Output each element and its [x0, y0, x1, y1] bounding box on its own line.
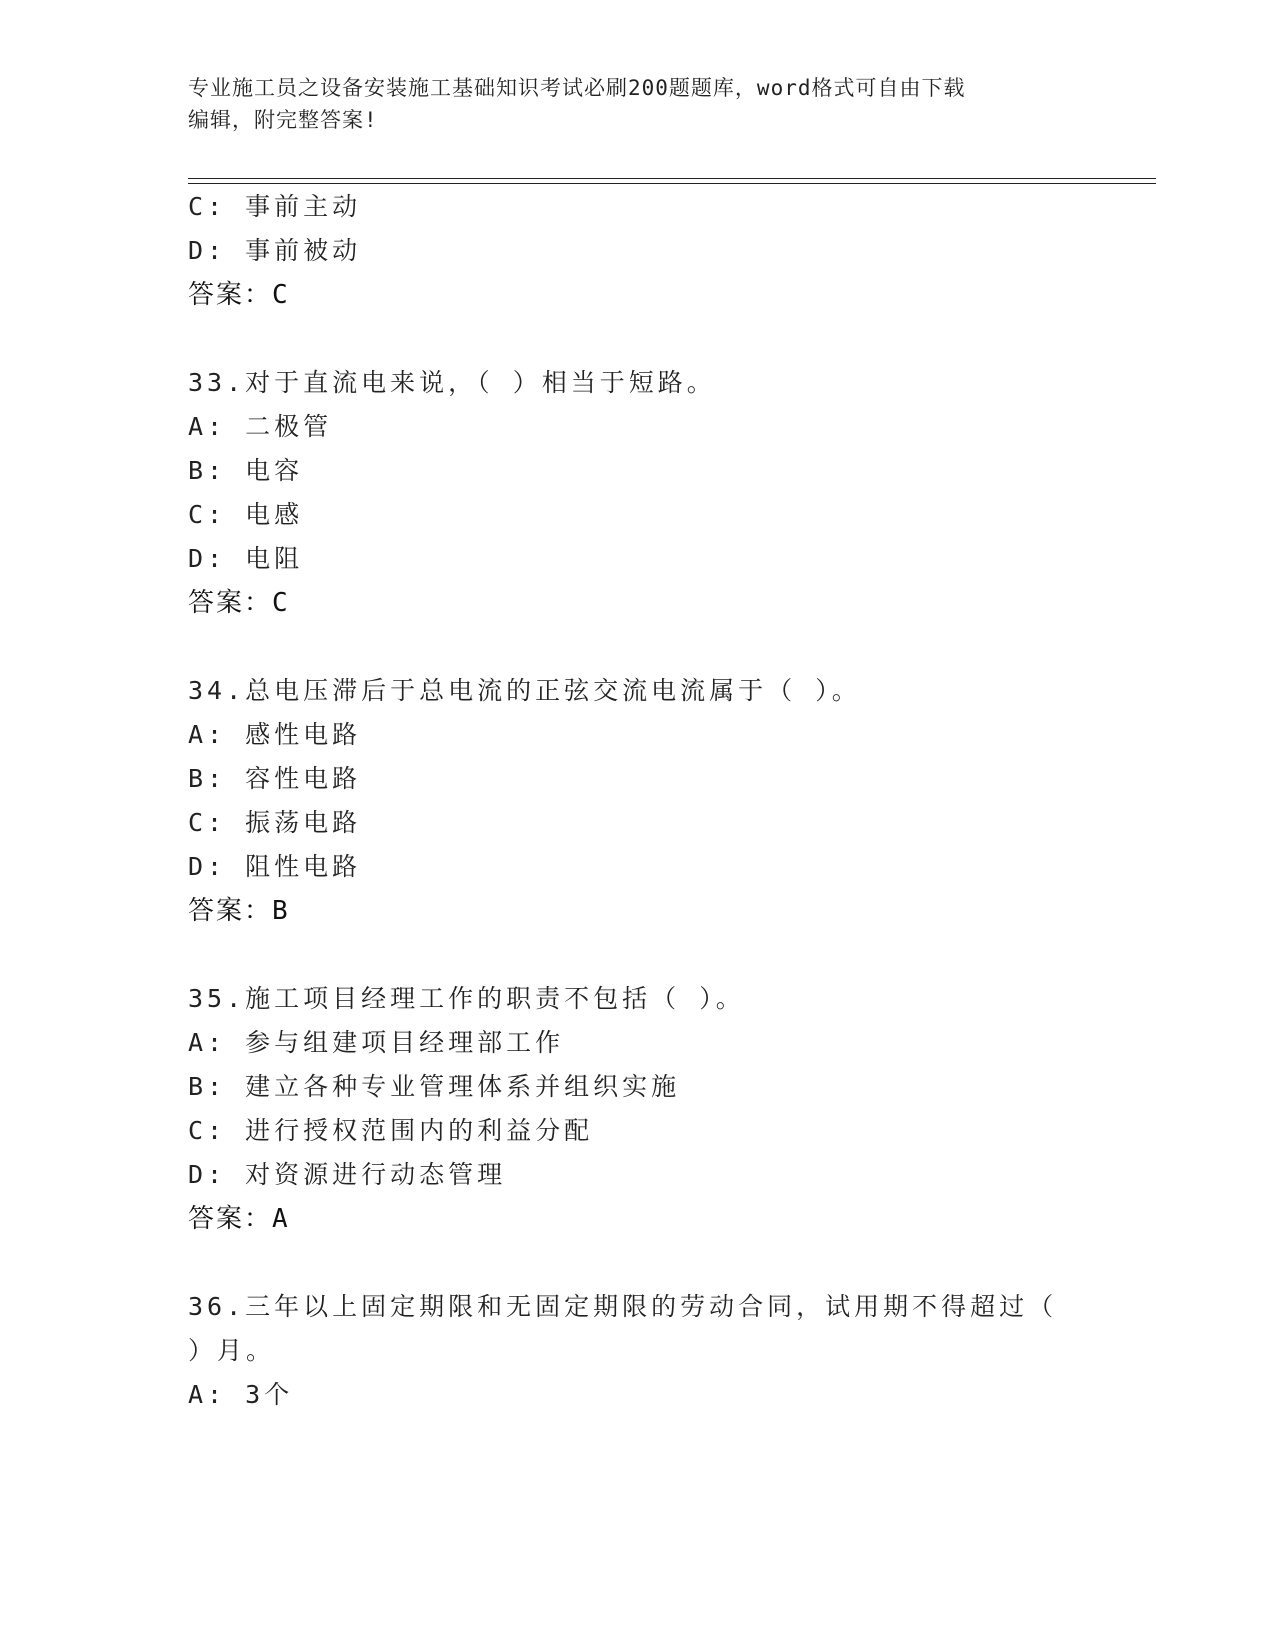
q34-option-c: C: 振荡电路 [188, 808, 362, 837]
q32-option-d: D: 事前被动 [188, 236, 362, 265]
answer-value: B [272, 896, 288, 926]
q35-option-b: B: 建立各种专业管理体系并组织实施 [188, 1072, 681, 1101]
q35-option-c: C: 进行授权范围内的利益分配 [188, 1116, 594, 1145]
answer-value: C [272, 588, 288, 618]
q35-answer [188, 1202, 288, 1236]
answer-value: A [272, 1204, 288, 1234]
q36-option-a: A: 3个 [188, 1380, 294, 1409]
q34-stem: 34.总电压滞后于总电流的正弦交流电流属于（ ）。 [188, 676, 861, 705]
answer-label: 答案： [188, 280, 273, 310]
q33-option-b: B: 电容 [188, 456, 304, 485]
q36-stem-line-1: 36.三年以上固定期限和无固定期限的劳动合同，试用期不得超过（ [188, 1292, 1058, 1321]
q32-option-c: C: 事前主动 [188, 192, 362, 221]
header-line-2: 编辑，附完整答案! [188, 108, 378, 132]
header-divider-bottom [188, 183, 1156, 184]
q34-option-d: D: 阻性电路 [188, 852, 362, 881]
q35-option-d: D: 对资源进行动态管理 [188, 1160, 507, 1189]
answer-value: C [272, 280, 288, 310]
header-divider-top [188, 178, 1156, 179]
answer-label: 答案： [188, 588, 273, 618]
q33-stem: 33.对于直流电来说，（ ）相当于短路。 [188, 368, 716, 397]
q36-stem-line-2: ）月。 [188, 1336, 276, 1365]
answer-label: 答案： [188, 896, 273, 926]
q33-option-a: A: 二极管 [188, 412, 333, 441]
q33-option-d: D: 电阻 [188, 544, 304, 573]
q34-option-a: A: 感性电路 [188, 720, 362, 749]
q33-answer [188, 586, 288, 620]
q35-option-a: A: 参与组建项目经理部工作 [188, 1028, 565, 1057]
header-line-1: 专业施工员之设备安装施工基础知识考试必刷200题题库，word格式可自由下载 [188, 76, 966, 100]
answer-label: 答案： [188, 1204, 273, 1234]
q32-answer [188, 278, 288, 312]
q35-stem: 35.施工项目经理工作的职责不包括（ ）。 [188, 984, 745, 1013]
q33-option-c: C: 电感 [188, 500, 304, 529]
q34-option-b: B: 容性电路 [188, 764, 362, 793]
document-header [188, 72, 1068, 136]
q34-answer [188, 894, 288, 928]
